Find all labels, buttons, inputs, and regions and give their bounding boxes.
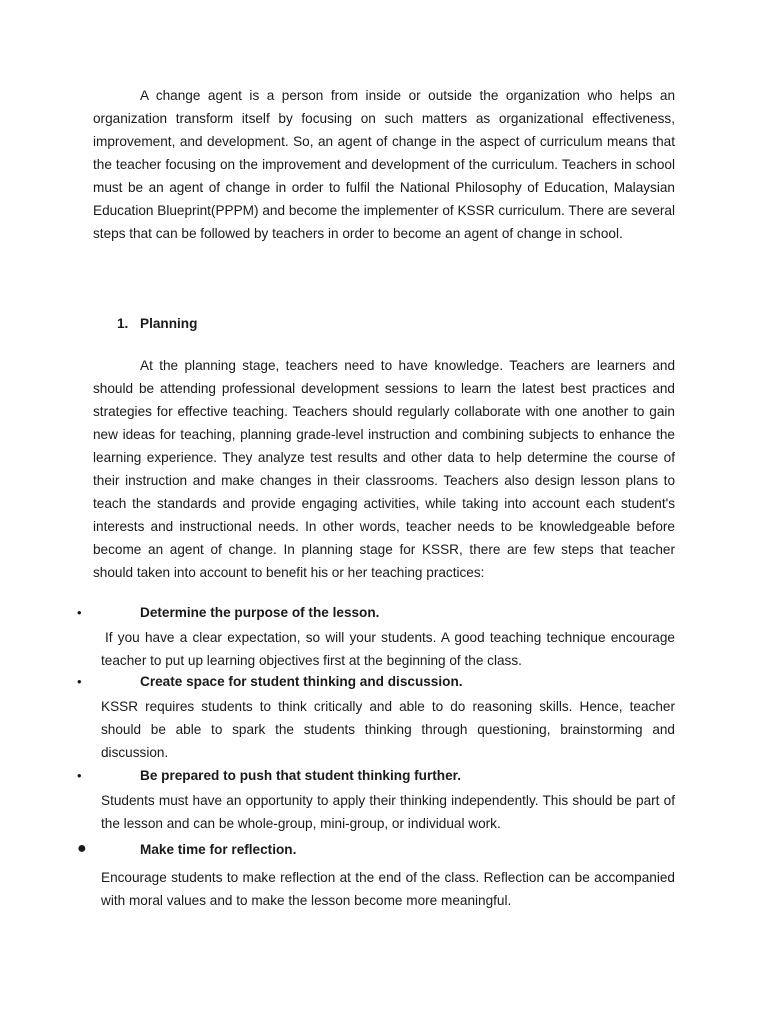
bullet-text: Students must have an opportunity to apply their thinking independently. This should be part of the lesson and can be whole-group, mini-group, or individual work. (101, 793, 675, 831)
section-number: 1. (117, 316, 129, 331)
bullet-title: Determine the purpose of the lesson. (140, 605, 380, 620)
section-title: Planning (140, 316, 198, 331)
bullet-text: Encourage students to make reflection at the end of the class. Reflection can be accompanied with moral values and to make the lesson become more meaningful. (101, 870, 675, 908)
bullet-icon: • (77, 768, 82, 783)
intro-paragraph: A change agent is a person from inside or outside the organization who helps an organization transform itself by focusing on such matters as organizational effectiveness, improvement, and development. So, an agent of change in the aspect of curriculum means that the teacher focusing on the improvement and development of the curriculum. Teachers in school must be an agent of change in order to fulfil the National Philosophy of Education, Malaysian Education Blueprint(PPPM) and become the implementer of KSSR curriculum. There are several steps that can be followed by teachers in order to become an agent of change in school. (93, 88, 675, 241)
section-heading-planning (117, 316, 197, 331)
bullet-title: Make time for reflection. (140, 842, 297, 857)
bullet-text: KSSR requires students to think critically and able to do reasoning skills. Hence, teacher should be able to spark the students thinking through questioning, brainstorming and discussion. (101, 699, 675, 760)
bullet-icon: • (77, 674, 82, 689)
planning-paragraph: At the planning stage, teachers need to have knowledge. Teachers are learners and should be attending professional development sessions to learn the latest best practices and strategies for effective teaching. Teachers should regularly collaborate with one another to gain new ideas for teaching, planning grade-level instruction and combining subjects to enhance the learning experience. They analyze test results and other data to help determine the course of their instruction and make changes in their classrooms. Teachers also design lesson plans to teach the standards and provide engaging activities, while taking into account each student's interests and instructional needs. In other words, teacher needs to be knowledgeable before become an agent of change. In planning stage for KSSR, there are few steps that teacher should taken into account to benefit his or her teaching practices: (93, 358, 675, 580)
bullet-title: Be prepared to push that student thinking further. (140, 768, 461, 783)
bullet-icon: ● (77, 840, 87, 857)
bullet-title: Create space for student thinking and discussion. (140, 674, 463, 689)
bullet-text: If you have a clear expectation, so will your students. A good teaching technique encourage teacher to put up learning objectives first at the beginning of the class. (101, 630, 675, 668)
bullet-icon: • (77, 605, 82, 620)
